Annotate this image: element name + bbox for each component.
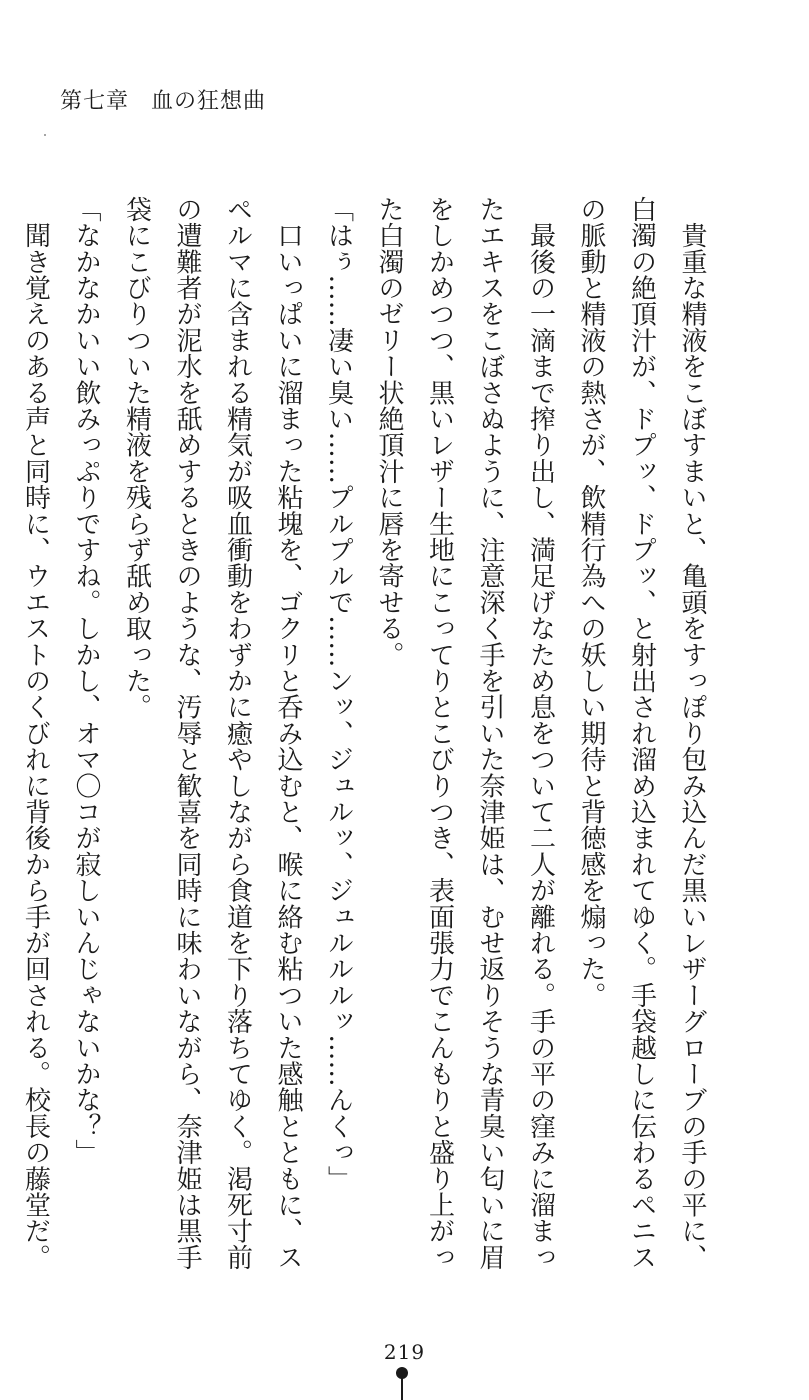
chapter-title: 血の狂想曲 <box>151 89 267 114</box>
chapter-header <box>60 84 266 115</box>
page-number: 219 <box>383 1340 426 1364</box>
print-speck <box>44 134 46 136</box>
chapter-number: 第七章 <box>60 89 130 114</box>
paragraph: 口いっぱいに溜まった粘塊を、ゴクリと呑み込むと、喉に絡む粘ついた感触とともに、スペルマに含まれる精気が吸血衝動をわずかに癒やしながら食道を下り落ちてゆく。渇死寸前の遭難者が泥水を舐めするときのような、汚辱と歓喜を同時に味わいながら、奈津姫は黒手袋にこびりついた精液を残らず舐め取った。 <box>121 196 303 1271</box>
vertical-text-body <box>20 196 717 1276</box>
paragraph: 最後の一滴まで搾り出し、満足げなため息をついて二人が離れる。手の平の窪みに溜まったエキスをこぼさぬように、注意深く手を引いた奈津姫は、むせ返りそうな青臭い匂いに眉をしかめつつ、黒いレザー生地にこってりとこびりつき、表面張力でこんもりと盛り上がった白濁のゼリー状絶頂汁に唇を寄せる。 <box>374 196 556 1271</box>
dialogue-line: 「はぅ……凄い臭い……プルプルで……ンッ、ジュルッ、ジュルルルッ……んくっ」 <box>323 196 354 1192</box>
paragraph: 聞き覚えのある声と同時に、ウエストのくびれに背後から手が回される。校長の藤堂だ。 <box>20 222 51 1271</box>
page-marker-line <box>401 1378 403 1400</box>
paragraph: 貴重な精液をこぼすまいと、亀頭をすっぽり包み込んだ黒いレザーグローブの手の平に、白濁の絶頂汁が、ドプッ、ドプッ、と射出され溜め込まれてゆく。手袋越しに伝わるペニスの脈動と精液の熱さが、飲精行為への妖しい期待と背徳感を煽った。 <box>576 196 707 1271</box>
dialogue-line: 「なかなかいい飲みっぷりですね。しかし、オマ〇コが寂しいんじゃないかな？」 <box>71 196 101 1166</box>
